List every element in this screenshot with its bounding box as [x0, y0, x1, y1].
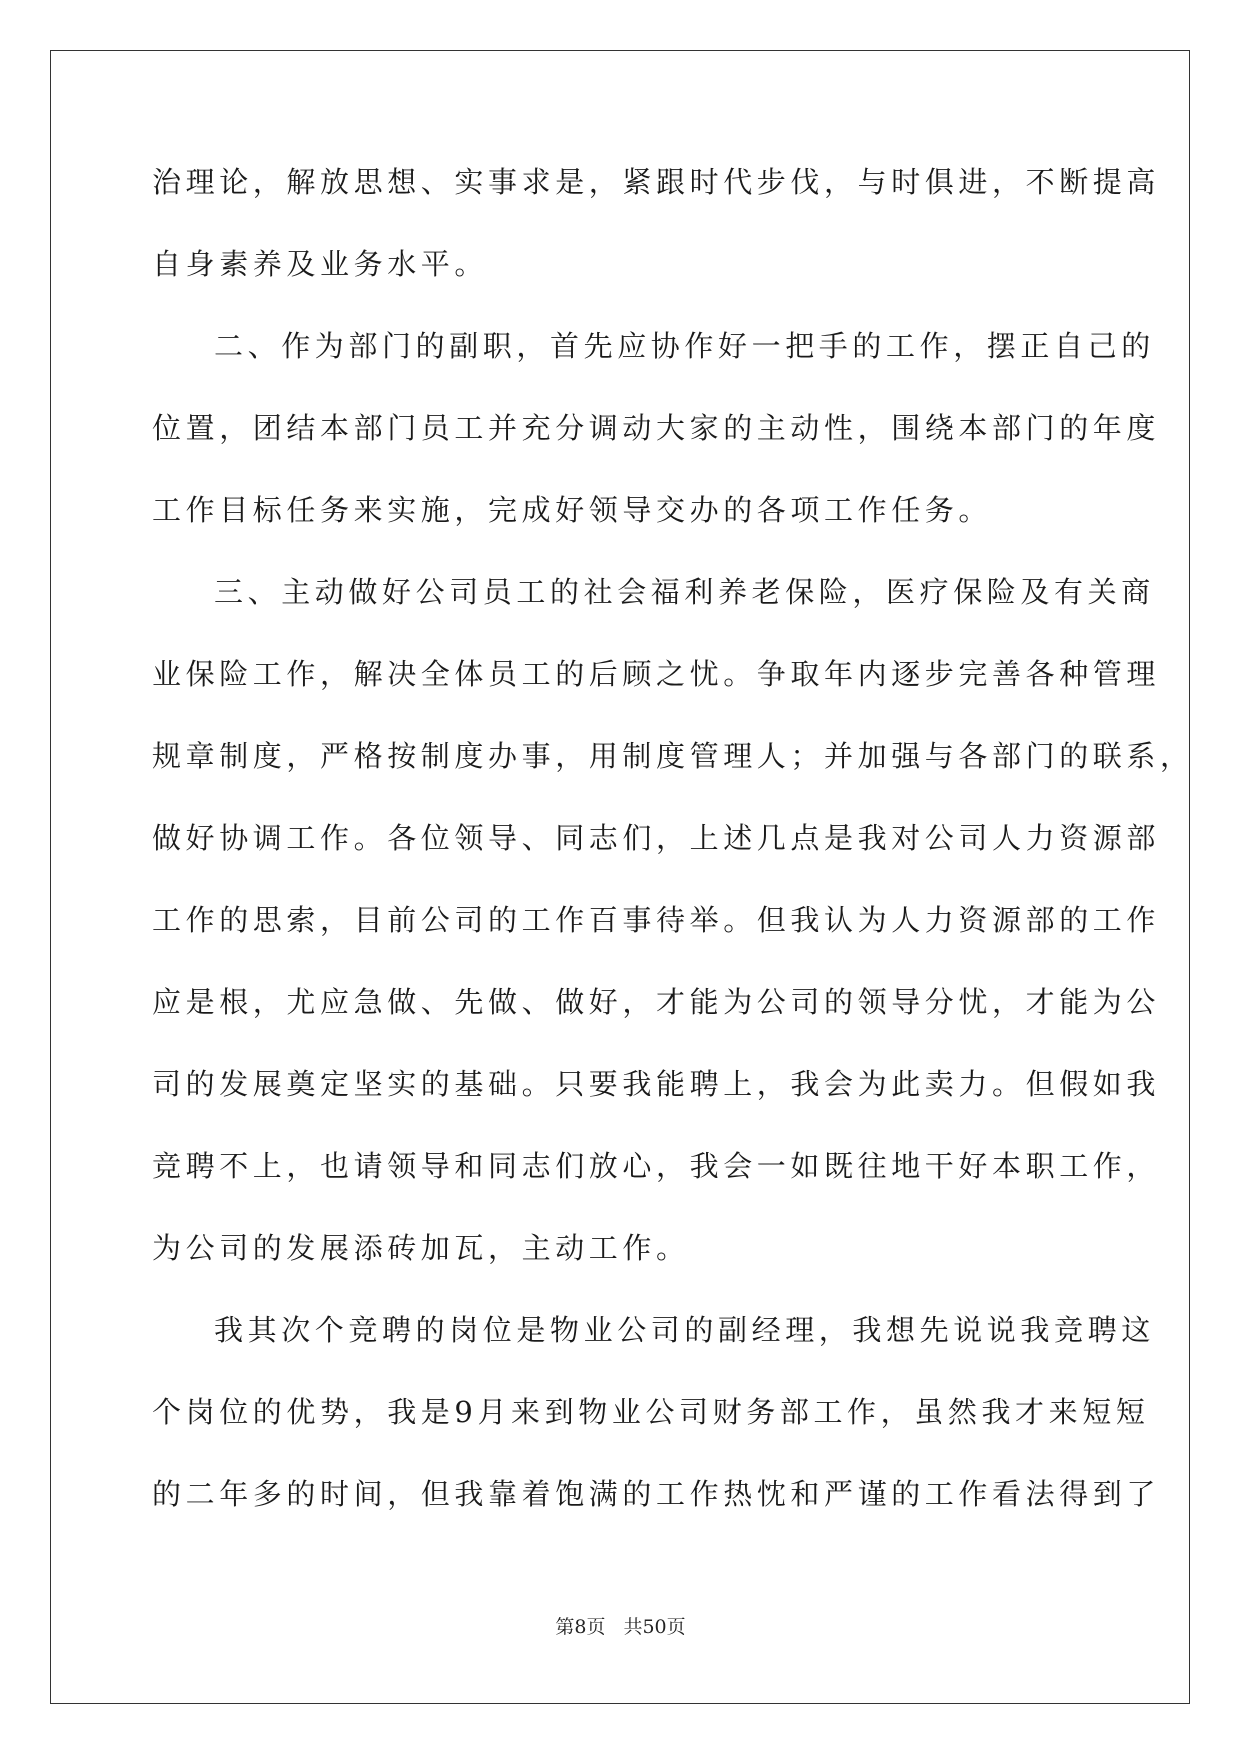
text-line-8: 规章制度，严格按制度办事，用制度管理人；并加强与各部门的联系， — [152, 739, 1194, 773]
text-line-14: 为公司的发展添砖加瓦，主动工作。 — [152, 1231, 690, 1265]
text-line-5: 工作目标任务来实施，完成好领导交办的各项工作任务。 — [152, 493, 993, 527]
page-number: 第8页 — [555, 1616, 606, 1638]
text-line-4: 位置，团结本部门员工并充分调动大家的主动性，围绕本部门的年度 — [152, 411, 1161, 445]
document-body — [152, 162, 1194, 1556]
text-line-7: 业保险工作，解决全体员工的后顾之忧。争取年内逐步完善各种管理 — [152, 657, 1161, 691]
text-line-6: 三、主动做好公司员工的社会福利养老保险，医疗保险及有关商 — [214, 575, 1155, 609]
text-line-9: 做好协调工作。各位领导、同志们，上述几点是我对公司人力资源部 — [152, 821, 1161, 855]
text-line-16: 个岗位的优势，我是9月来到物业公司财务部工作，虽然我才来短短 — [152, 1395, 1150, 1429]
page-footer — [0, 1612, 1241, 1639]
text-line-10: 工作的思索，目前公司的工作百事待举。但我认为人力资源部的工作 — [152, 903, 1161, 937]
text-line-2: 自身素养及业务水平。 — [152, 247, 489, 281]
text-line-11: 应是根，尤应急做、先做、做好，才能为公司的领导分忧，才能为公 — [152, 985, 1161, 1019]
text-line-17: 的二年多的时间，但我靠着饱满的工作热忱和严谨的工作看法得到了 — [152, 1477, 1161, 1511]
text-line-12: 司的发展奠定坚实的基础。只要我能聘上，我会为此卖力。但假如我 — [152, 1067, 1161, 1101]
text-line-13: 竞聘不上，也请领导和同志们放心，我会一如既往地干好本职工作， — [152, 1149, 1161, 1183]
text-line-1: 治理论，解放思想、实事求是，紧跟时代步伐，与时俱进，不断提高 — [152, 165, 1161, 199]
page-total: 共50页 — [623, 1616, 686, 1638]
text-line-15: 我其次个竞聘的岗位是物业公司的副经理，我想先说说我竞聘这 — [214, 1313, 1155, 1347]
text-line-3: 二、作为部门的副职，首先应协作好一把手的工作，摆正自己的 — [214, 329, 1155, 363]
